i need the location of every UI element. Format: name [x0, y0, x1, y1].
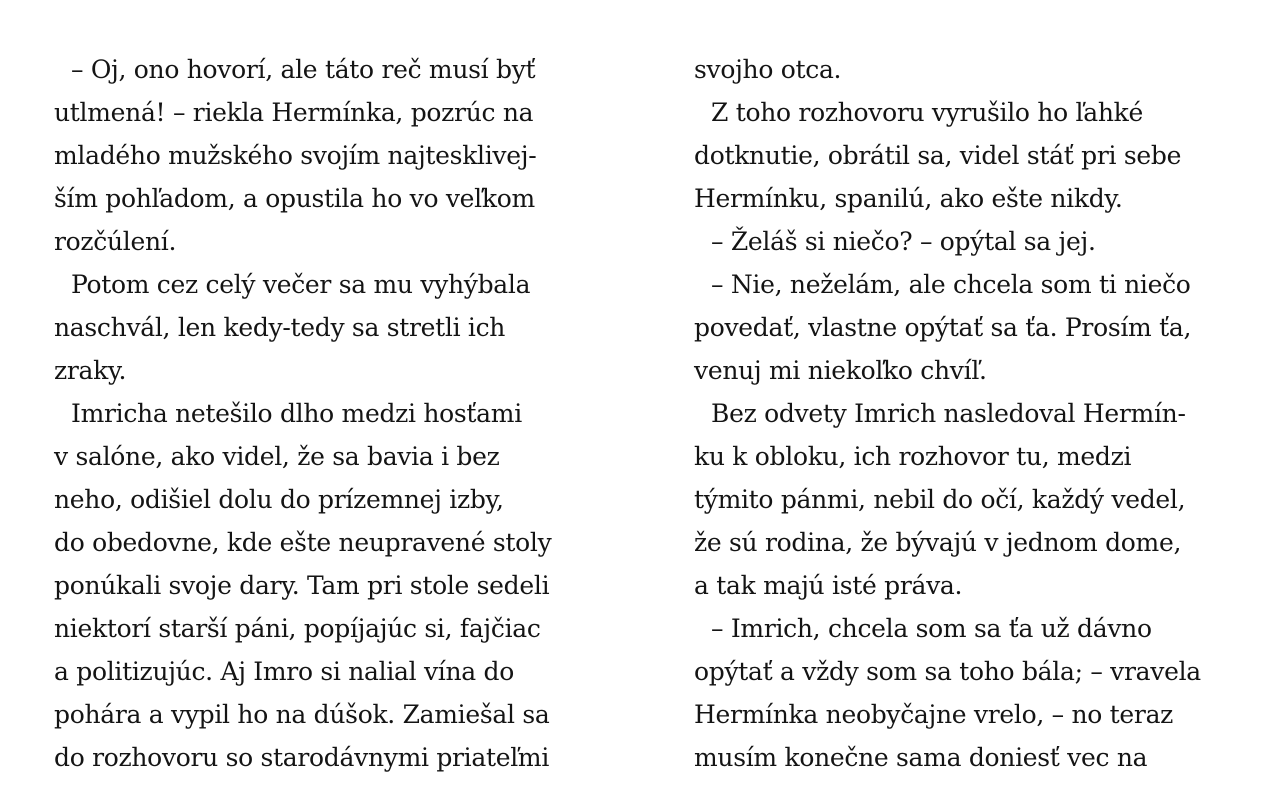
- text-line: musím konečne sama doniesť vec na: [694, 743, 1148, 772]
- text-line: ším pohľadom, a opustila ho vo veľkom: [54, 184, 535, 213]
- text-line: ponúkali svoje dary. Tam pri stole sedeli: [54, 571, 550, 600]
- text-line: týmito pánmi, nebil do očí, každý vedel,: [694, 485, 1186, 514]
- text-line: že sú rodina, že bývajú v jednom dome,: [694, 528, 1182, 557]
- text-line: Bez odvety Imrich nasledoval Hermín-: [711, 399, 1186, 428]
- text-line: niektorí starší páni, popíjajúc si, fajčiac: [54, 614, 541, 643]
- text-line: ku k obloku, ich rozhovor tu, medzi: [694, 442, 1132, 471]
- right-page-column: [694, 48, 1254, 779]
- text-line: a tak majú isté práva.: [694, 571, 963, 600]
- text-line: do obedovne, kde ešte neupravené stoly: [54, 528, 552, 557]
- text-line: v salóne, ako videl, že sa bavia i bez: [54, 442, 500, 471]
- text-line: do rozhovoru so starodávnymi priateľmi: [54, 743, 550, 772]
- text-line: a politizujúc. Aj Imro si nalial vína do: [54, 657, 514, 686]
- text-line: pohára a vypil ho na dúšok. Zamiešal sa: [54, 700, 550, 729]
- text-line: – Želáš si niečo? – opýtal sa jej.: [711, 227, 1096, 256]
- text-line: – Oj, ono hovorí, ale táto reč musí byť: [71, 55, 536, 84]
- text-line: zraky.: [54, 356, 127, 385]
- text-line: venuj mi niekoľko chvíľ.: [694, 356, 987, 385]
- text-line: opýtať a vždy som sa toho bála; – vravela: [694, 657, 1201, 686]
- text-line: rozčúlení.: [54, 227, 177, 256]
- left-page-column: [54, 48, 614, 779]
- text-line: naschvál, len kedy-tedy sa stretli ich: [54, 313, 506, 342]
- text-line: Potom cez celý večer sa mu vyhýbala: [71, 270, 531, 299]
- text-line: Imricha netešilo dlho medzi hosťami: [71, 399, 522, 428]
- text-line: utlmená! – riekla Hermínka, pozrúc na: [54, 98, 534, 127]
- text-line: povedať, vlastne opýtať sa ťa. Prosím ťa,: [694, 313, 1192, 342]
- text-line: – Nie, neželám, ale chcela som ti niečo: [711, 270, 1191, 299]
- text-line: Hermínka neobyčajne vrelo, – no teraz: [694, 700, 1174, 729]
- text-line: neho, odišiel dolu do prízemnej izby,: [54, 485, 504, 514]
- text-line: – Imrich, chcela som sa ťa už dávno: [711, 614, 1152, 643]
- text-line: Z toho rozhovoru vyrušilo ho ľahké: [711, 98, 1143, 127]
- text-line: Hermínku, spanilú, ako ešte nikdy.: [694, 184, 1123, 213]
- text-line: svojho otca.: [694, 55, 842, 84]
- text-line: mladého mužského svojím najtesklivej-: [54, 141, 537, 170]
- text-line: dotknutie, obrátil sa, videl stáť pri sebe: [694, 141, 1182, 170]
